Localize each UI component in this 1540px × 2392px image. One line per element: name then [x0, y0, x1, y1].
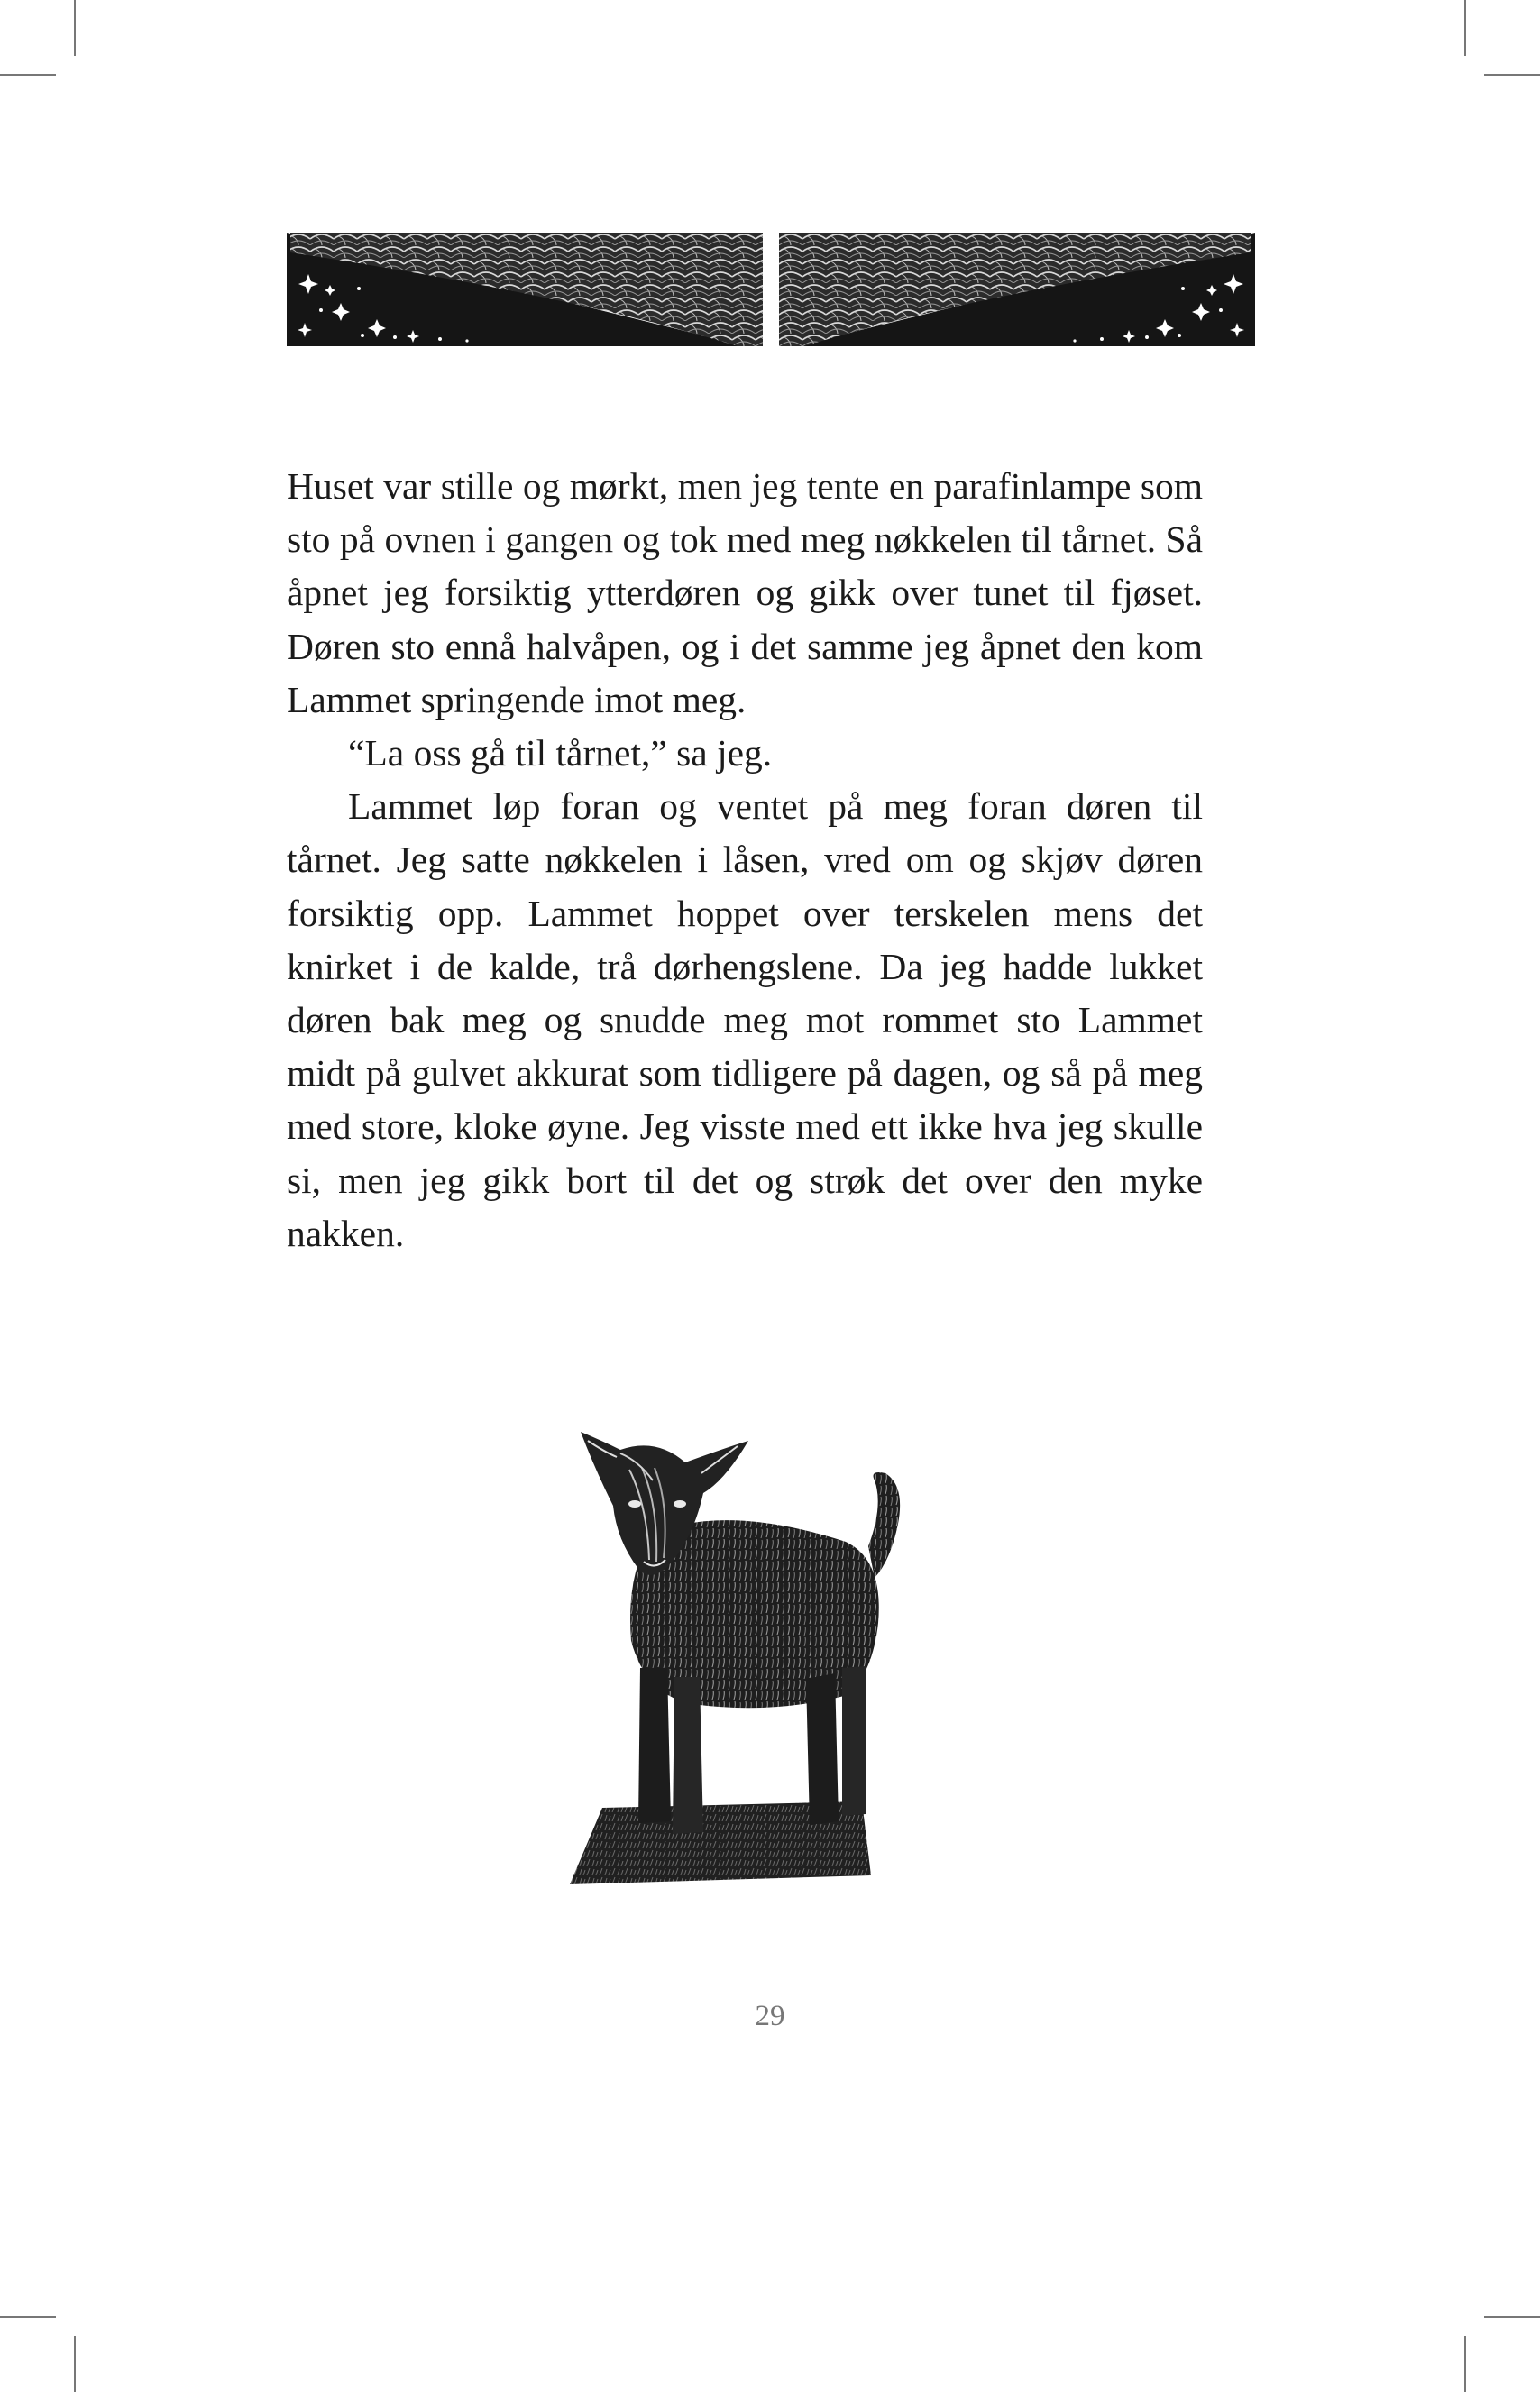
crop-mark-bottom-left-horizontal [0, 2316, 56, 2318]
body-text [287, 460, 1203, 1260]
crop-mark-bottom-left-vertical [74, 2336, 76, 2392]
paragraph-2: “La oss gå til tårnet,” sa jeg. [348, 732, 773, 774]
lamb-illustration [548, 1398, 927, 1893]
paragraph-1: Huset var stille og mørkt, men jeg tente en parafinlampe som sto på ovnen i gangen og tok med meg nøkkelen til tårnet. Så åpnet jeg forsiktig ytterdøren og gikk over tunet til fjøset. Døren sto ennå halvåpen, og i det samme jeg åpnet den kom Lammet springende imot meg. [287, 465, 1203, 720]
crop-mark-top-left-vertical [74, 0, 76, 56]
crop-mark-bottom-right-vertical [1464, 2336, 1466, 2392]
paragraph-3: Lammet løp foran og ventet på meg foran døren til tårnet. Jeg satte nøkkelen i låsen, vred om og skjøv døren forsiktig opp. Lammet hoppet over terskelen mens det knirket i de kalde, trå dørhengslene. Da jeg hadde lukket døren bak meg og snudde meg mot rommet sto Lammet midt på gulvet akkurat som tidligere på dagen, og så på meg med store, kloke øyne. Jeg visste med ett ikke hva jeg skulle si, men jeg gikk bort til det og strøk det over den myke nakken. [287, 785, 1203, 1254]
crop-mark-bottom-right-horizontal [1484, 2316, 1540, 2318]
crop-mark-top-left-horizontal [0, 74, 56, 76]
wings-ornament [287, 233, 1255, 346]
crop-mark-top-right-horizontal [1484, 74, 1540, 76]
crop-mark-top-right-vertical [1464, 0, 1466, 56]
page-number: 29 [755, 2000, 785, 2032]
